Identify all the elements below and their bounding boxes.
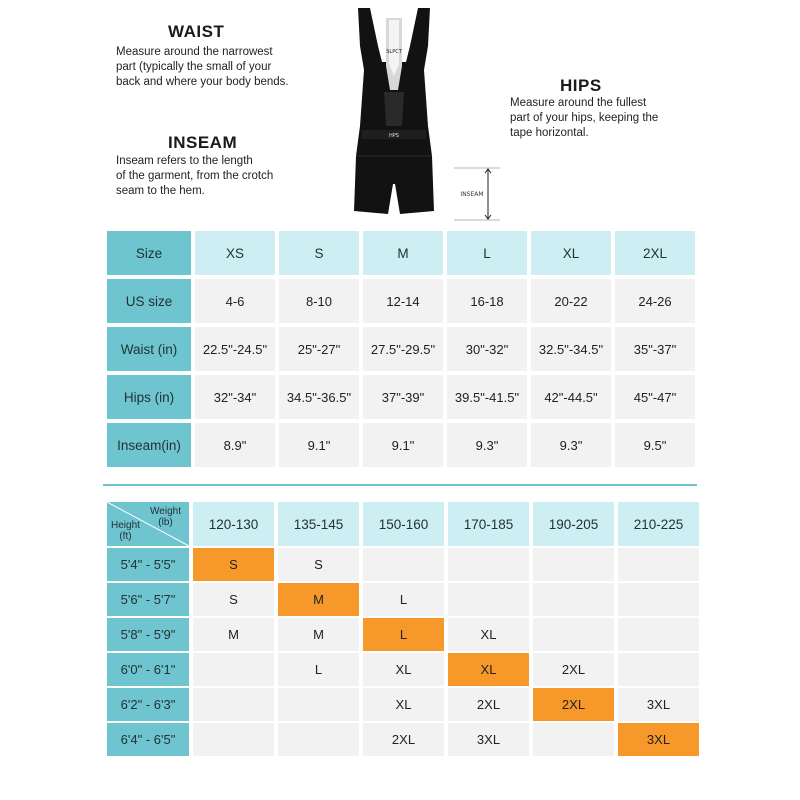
table-cell: 39.5"-41.5": [447, 375, 527, 419]
height-row-label: 6'2" - 6'3": [107, 688, 189, 721]
weight-label: Weight: [150, 506, 181, 517]
size-cell: [533, 548, 614, 581]
recommended-size-cell: M: [278, 583, 359, 616]
fit-row: [107, 583, 699, 616]
size-col-header: XL: [531, 231, 611, 275]
size-cell: L: [278, 653, 359, 686]
recommended-size-cell: 2XL: [533, 688, 614, 721]
size-cell: S: [278, 548, 359, 581]
inseam-marker: [452, 167, 502, 221]
weight-col-header: 210-225: [618, 502, 699, 546]
table-cell: 8.9": [195, 423, 275, 467]
hips-line: part of your hips, keeping the: [510, 112, 659, 124]
weight-col-header: 190-205: [533, 502, 614, 546]
size-cell: [193, 653, 274, 686]
table-cell: 22.5"-24.5": [195, 327, 275, 371]
waist-line: Measure around the narrowest: [116, 46, 273, 58]
height-weight-fit-table: [103, 500, 703, 758]
waist-line: back and where your body bends.: [116, 76, 289, 88]
height-label: Height: [111, 520, 140, 531]
inseam-line: seam to the hem.: [116, 185, 205, 197]
hips-line: tape horizontal.: [510, 127, 589, 139]
table-cell: 30"-32": [447, 327, 527, 371]
size-col-header: XS: [195, 231, 275, 275]
table-cell: 45"-47": [615, 375, 695, 419]
chest-logo-text: SLPCT: [386, 49, 402, 55]
table-cell: 9.5": [615, 423, 695, 467]
weight-unit: (lb): [158, 517, 173, 528]
recommended-size-cell: XL: [448, 653, 529, 686]
row-label: Hips (in): [107, 375, 191, 419]
recommended-size-cell: S: [193, 548, 274, 581]
row-label: Waist (in): [107, 327, 191, 371]
size-col-header: S: [279, 231, 359, 275]
size-col-header: M: [363, 231, 443, 275]
size-cell: 2XL: [448, 688, 529, 721]
table-cell: 9.3": [447, 423, 527, 467]
table-cell: 16-18: [447, 279, 527, 323]
fit-row: [107, 653, 699, 686]
size-col-header: L: [447, 231, 527, 275]
size-cell: L: [363, 583, 444, 616]
size-cell: [363, 548, 444, 581]
height-row-label: 5'6" - 5'7": [107, 583, 189, 616]
corner-height-label: [111, 520, 140, 542]
weight-col-header: 150-160: [363, 502, 444, 546]
size-row-inseam: [107, 423, 695, 467]
table-cell: 32.5"-34.5": [531, 327, 611, 371]
table-cell: 27.5"-29.5": [363, 327, 443, 371]
size-cell: [278, 723, 359, 756]
size-cell: [618, 548, 699, 581]
fit-header-row: [107, 502, 699, 546]
size-col-header: 2XL: [615, 231, 695, 275]
size-cell: M: [193, 618, 274, 651]
size-cell: [193, 723, 274, 756]
weight-col-header: 135-145: [278, 502, 359, 546]
size-cell: [618, 618, 699, 651]
fit-row: [107, 548, 699, 581]
waist-heading: WAIST: [168, 22, 225, 41]
corner-weight-label: [150, 506, 181, 528]
section-divider: [103, 484, 697, 486]
row-label: US size: [107, 279, 191, 323]
height-row-label: 6'4" - 6'5": [107, 723, 189, 756]
table-cell: 8-10: [279, 279, 359, 323]
size-cell: 3XL: [618, 688, 699, 721]
size-cell: [533, 723, 614, 756]
size-row-us-size: [107, 279, 695, 323]
table-cell: 42"-44.5": [531, 375, 611, 419]
inseam-description: [116, 154, 273, 199]
table-cell: 20-22: [531, 279, 611, 323]
inseam-line: Inseam refers to the length: [116, 155, 253, 167]
table-cell: 9.1": [363, 423, 443, 467]
size-row-waist: [107, 327, 695, 371]
table-cell: 9.3": [531, 423, 611, 467]
waist-description: [116, 45, 289, 90]
fit-row: [107, 688, 699, 721]
size-cell: [618, 583, 699, 616]
size-cell: M: [278, 618, 359, 651]
table-cell: 24-26: [615, 279, 695, 323]
height-row-label: 5'8" - 5'9": [107, 618, 189, 651]
size-cell: 3XL: [448, 723, 529, 756]
table-cell: 34.5"-36.5": [279, 375, 359, 419]
fit-row: [107, 723, 699, 756]
size-row-hips: [107, 375, 695, 419]
size-header-row: [107, 231, 695, 275]
bib-shorts-illustration: [348, 6, 440, 218]
table-cell: 35"-37": [615, 327, 695, 371]
waist-line: part (typically the small of your: [116, 61, 272, 73]
inseam-line: of the garment, from the crotch: [116, 170, 274, 182]
size-cell: [448, 548, 529, 581]
size-cell: [618, 653, 699, 686]
waistband-logo-text: HPS: [389, 133, 399, 139]
table-cell: 12-14: [363, 279, 443, 323]
size-table: [103, 227, 699, 471]
table-cell: 4-6: [195, 279, 275, 323]
size-cell: [533, 583, 614, 616]
height-row-label: 6'0" - 6'1": [107, 653, 189, 686]
height-unit: (ft): [119, 531, 132, 542]
size-cell: XL: [448, 618, 529, 651]
table-cell: 25"-27": [279, 327, 359, 371]
recommended-size-cell: 3XL: [618, 723, 699, 756]
inseam-marker-label: INSEAM: [460, 191, 484, 198]
fit-row: [107, 618, 699, 651]
size-cell: [278, 688, 359, 721]
size-cell: [448, 583, 529, 616]
hips-description: [510, 96, 658, 141]
size-cell: 2XL: [533, 653, 614, 686]
table-cell: 32"-34": [195, 375, 275, 419]
hips-heading: HIPS: [560, 76, 602, 95]
size-cell: [533, 618, 614, 651]
hips-line: Measure around the fullest: [510, 97, 647, 109]
size-header-label: Size: [107, 231, 191, 275]
size-cell: S: [193, 583, 274, 616]
height-row-label: 5'4" - 5'5": [107, 548, 189, 581]
fit-table-corner: [107, 502, 189, 546]
size-cell: XL: [363, 653, 444, 686]
row-label: Inseam(in): [107, 423, 191, 467]
fit-table-body: [107, 548, 699, 756]
table-cell: 9.1": [279, 423, 359, 467]
weight-col-header: 120-130: [193, 502, 274, 546]
size-cell: [193, 688, 274, 721]
weight-col-header: 170-185: [448, 502, 529, 546]
size-cell: 2XL: [363, 723, 444, 756]
inseam-heading: INSEAM: [168, 133, 238, 152]
table-cell: 37"-39": [363, 375, 443, 419]
recommended-size-cell: L: [363, 618, 444, 651]
size-cell: XL: [363, 688, 444, 721]
